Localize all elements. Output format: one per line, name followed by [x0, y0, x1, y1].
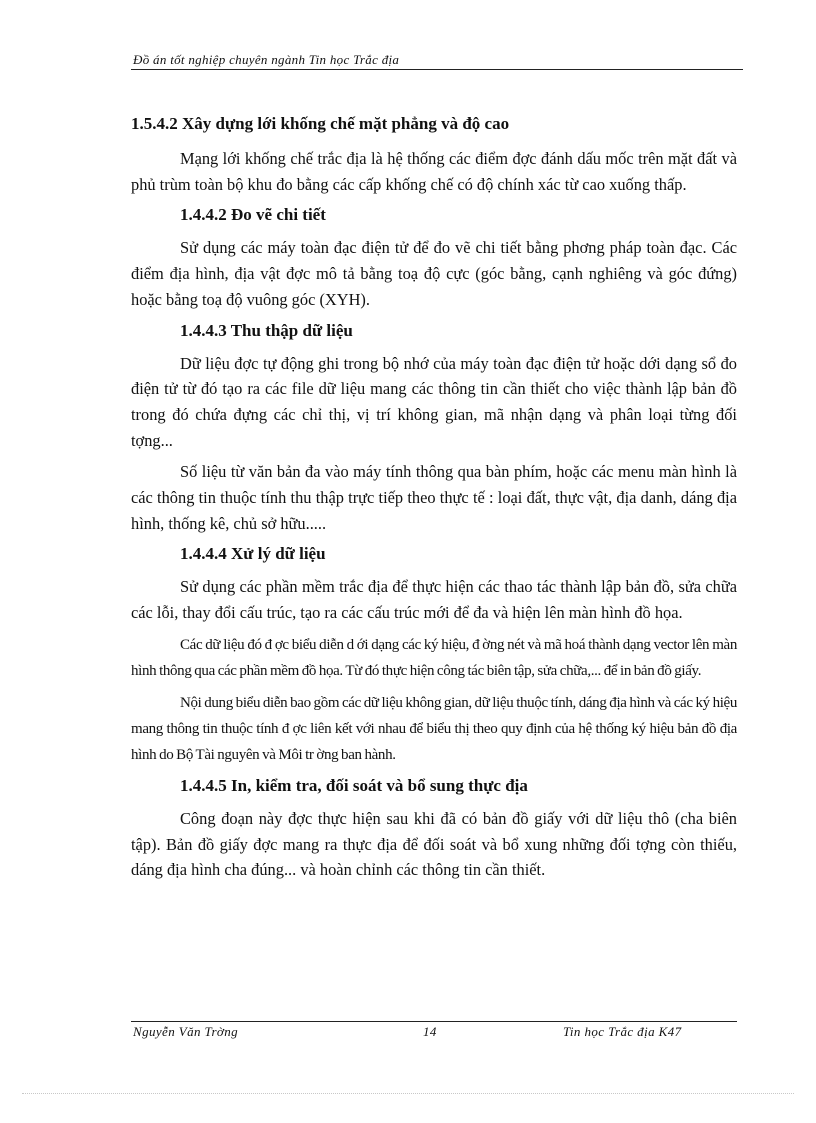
paragraph: Dữ liệu đợc tự động ghi trong bộ nhớ của máy toàn đạc điện tử hoặc dới dạng sổ đo điện tử từ đó tạo ra các file dữ liệu mang các thông tin cần thiết cho việc thành lập bản đồ trong đó chứa đựng các chỉ thị, vị trí không gian, mã nhận dạng và phân loại từng đối tợng...: [131, 353, 737, 450]
subsection-title-detail-survey: 1.4.4.2 Đo vẽ chi tiết: [180, 205, 326, 225]
subsection-title-field-check: 1.4.4.5 In, kiểm tra, đối soát và bổ sung thực địa: [180, 775, 528, 795]
paragraph: Công đoạn này đợc thực hiện sau khi đã có bản đồ giấy với dữ liệu thô (cha biên tập). Bản đồ giấy đợc mang ra thực địa để đối soát và bổ xung những đối tợng còn thiếu, dáng địa hình cha đúng... và hoàn chỉnh các thông tin cần thiết.: [131, 808, 737, 880]
paragraph: Sử dụng các phần mềm trắc địa để thực hiện các thao tác thành lập bản đồ, sửa chữa các lỗi, thay đổi cấu trúc, tạo ra các cấu trúc mới để đa và hiện lên màn hình đồ họa.: [131, 577, 737, 623]
intro-paragraph: Mạng lới khống chế trắc địa là hệ thống các điểm đợc đánh dấu mốc trên mặt đất và phủ trùm toàn bộ khu đo bằng các cấp khống chế có độ chính xác từ cao xuống thấp.: [131, 149, 737, 194]
paragraph: Số liệu từ văn bản đa vào máy tính thông qua bàn phím, hoặc các menu màn hình là các thông tin thuộc tính thu thập trực tiếp theo thực tế : loại đất, thực vật, địa danh, dáng địa hình, thống kê, chủ sở hữu.....: [131, 462, 737, 533]
subsection-title-data-collection: 1.4.4.3 Thu thập dữ liệu: [180, 320, 353, 340]
page-header: [131, 52, 743, 70]
header-title: Đồ án tốt nghiệp chuyên ngành Tin học Trắc địa: [133, 52, 400, 67]
footer-author: Nguyễn Văn Trờng: [133, 1024, 239, 1039]
subsection-title-data-processing: 1.4.4.4 Xử lý dữ liệu: [180, 544, 326, 564]
document-body: [131, 112, 737, 889]
paragraph: Các dữ liệu đó đ ợc biểu diễn d ới dạng các ký hiệu, đ ờng nét và mã hoá thành dạng vector lên màn hình thông qua các phần mềm đồ họa. Từ đó thực hiện công tác biên tập, sửa chữa,... để in bản đồ giấy.: [131, 636, 737, 679]
paragraph: Sử dụng các máy toàn đạc điện tử để đo vẽ chi tiết bằng phơng pháp toàn đạc. Các điểm địa hình, địa vật đợc mô tả bằng toạ độ cực (góc bằng, cạnh nghiêng và góc đứng) hoặc bằng toạ độ vuông góc (XYH).: [131, 238, 737, 309]
page-number: 14: [423, 1024, 437, 1039]
section-title: 1.5.4.2 Xây dựng lới khống chế mặt phẳng và độ cao: [131, 114, 510, 133]
footer-course: Tin học Trắc địa K47: [563, 1024, 682, 1039]
page-footer: [131, 1021, 737, 1042]
page-edge-divider: [22, 1093, 794, 1094]
paragraph: Nội dung biểu diễn bao gồm các dữ liệu không gian, dữ liệu thuộc tính, dáng địa hình và các ký hiệu mang thông tin thuộc tính đ ợc liên kết với nhau để biểu thị theo quy định của hệ thống ký hiệu bản đồ địa hình do Bộ Tài nguyên và Môi tr ờng ban hành.: [131, 694, 737, 763]
